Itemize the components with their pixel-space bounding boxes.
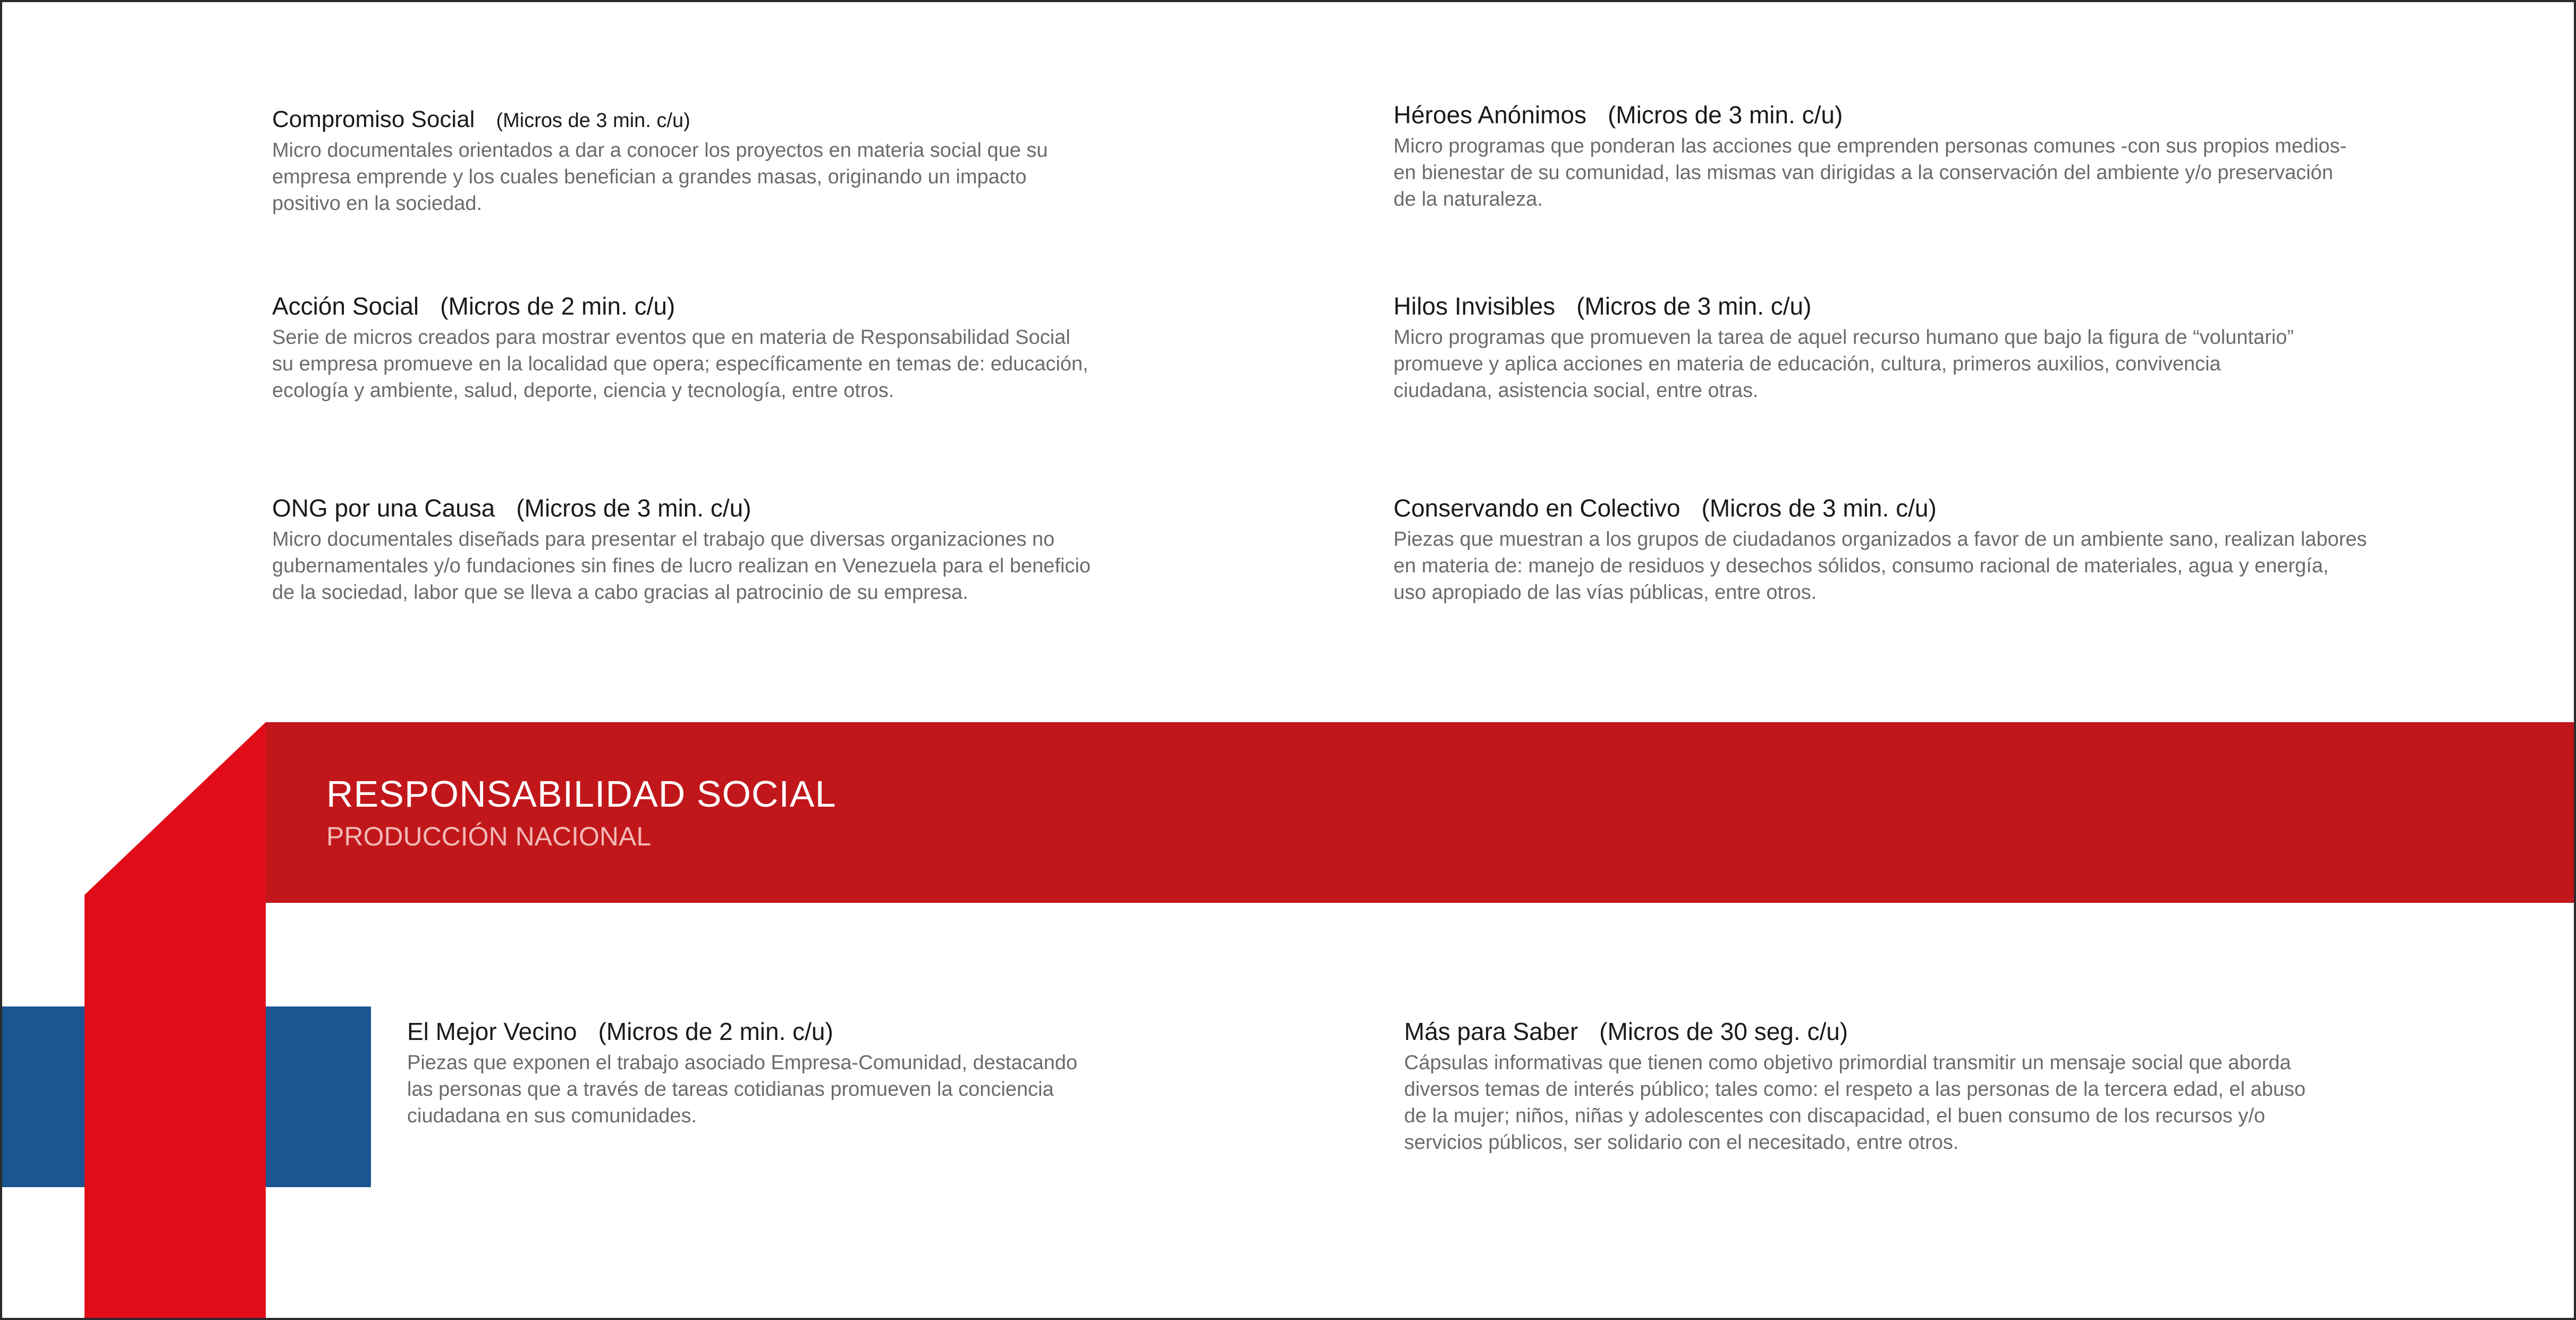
description-line: Micro programas que promueven la tarea de aquel recurso humano que bajo la figura de “voluntario” — [1393, 326, 2294, 349]
program-duration: (Micros de 3 min. c/u) — [1701, 494, 1937, 522]
program-name: ONG por una Causa — [272, 494, 495, 522]
program-description — [407, 1050, 1077, 1129]
description-line: de la naturaleza. — [1393, 188, 1543, 211]
program-duration: (Micros de 3 min. c/u) — [496, 109, 690, 132]
description-line: Micro programas que ponderan las acciones que emprenden personas comunes -con sus propios medios- — [1393, 135, 2347, 158]
program-duration: (Micros de 3 min. c/u) — [1608, 101, 1843, 129]
program-duration: (Micros de 2 min. c/u) — [440, 292, 675, 320]
description-line: Cápsulas informativas que tienen como objetivo primordial transmitir un mensaje social que aborda — [1404, 1052, 2291, 1074]
description-line: empresa emprende y los cuales benefician a grandes masas, originando un impacto — [272, 165, 1027, 188]
description-line: diversos temas de interés público; tales como: el respeto a las personas de la tercera edad, el abuso — [1404, 1078, 2306, 1101]
description-line: servicios públicos, ser solidario con el necesitado, entre otros. — [1404, 1131, 1959, 1154]
program-name: Más para Saber — [1404, 1018, 1578, 1045]
description-line: ecología y ambiente, salud, deporte, ciencia y tecnología, entre otros. — [272, 379, 894, 402]
program-name: Conservando en Colectivo — [1393, 494, 1680, 522]
description-line: ciudadana en sus comunidades. — [407, 1105, 697, 1128]
description-line: Micro documentales orientados a dar a conocer los proyectos en materia social que su — [272, 139, 1048, 162]
program-title — [1404, 1017, 2305, 1046]
program-description — [1404, 1050, 2305, 1156]
description-line: promueve y aplica acciones en materia de educación, cultura, primeros auxilios, convivencia — [1393, 353, 2221, 376]
description-line: positivo en la sociedad. — [272, 192, 483, 215]
red-ribbon-polygon — [85, 722, 266, 1320]
banner-title: RESPONSABILIDAD SOCIAL — [326, 773, 837, 815]
program-duration: (Micros de 30 seg. c/u) — [1599, 1018, 1848, 1045]
program-duration: (Micros de 3 min. c/u) — [1576, 292, 1812, 320]
program-name: El Mejor Vecino — [407, 1018, 577, 1045]
banner-subtitle: PRODUCCIÓN NACIONAL — [326, 822, 652, 851]
program-name: Héroes Anónimos — [1393, 101, 1587, 129]
description-line: de la mujer; niños, niñas y adolescentes con discapacidad, el buen consumo de los recursos y/o — [1404, 1105, 2266, 1128]
description-line: uso apropiado de las vías públicas, entre otros. — [1393, 581, 1817, 604]
description-line: Piezas que muestran a los grupos de ciudadanos organizados a favor de un ambiente sano, realizan labores — [1393, 528, 2367, 551]
description-line: su empresa promueve en la localidad que opera; específicamente en temas de: educación, — [272, 353, 1088, 376]
description-line: en bienestar de su comunidad, las mismas van dirigidas a la conservación del ambiente y/o preservación — [1393, 162, 2333, 184]
program-name: Compromiso Social — [272, 106, 475, 132]
program-name: Acción Social — [272, 292, 419, 320]
program-mas-para-saber — [1404, 1017, 2305, 1156]
description-line: gubernamentales y/o fundaciones sin fines de lucro realizan en Venezuela para el beneficio — [272, 555, 1091, 578]
description-line: Serie de micros creados para mostrar eventos que en materia de Responsabilidad Social — [272, 326, 1070, 349]
description-line: en materia de: manejo de residuos y desechos sólidos, consumo racional de materiales, agua y energía, — [1393, 555, 2329, 578]
description-line: Micro documentales diseñads para presentar el trabajo que diversas organizaciones no — [272, 528, 1055, 551]
description-line: de la sociedad, labor que se lleva a cabo gracias al patrocinio de su empresa. — [272, 581, 968, 604]
program-title — [407, 1017, 1077, 1046]
program-duration: (Micros de 2 min. c/u) — [598, 1018, 833, 1045]
program-duration: (Micros de 3 min. c/u) — [516, 494, 751, 522]
program-el-mejor-vecino — [407, 1017, 1077, 1129]
program-name: Hilos Invisibles — [1393, 292, 1556, 320]
description-line: ciudadana, asistencia social, entre otras. — [1393, 379, 1759, 402]
description-line: Piezas que exponen el trabajo asociado Empresa-Comunidad, destacando — [407, 1052, 1078, 1074]
description-line: las personas que a través de tareas cotidianas promueven la conciencia — [407, 1078, 1054, 1101]
